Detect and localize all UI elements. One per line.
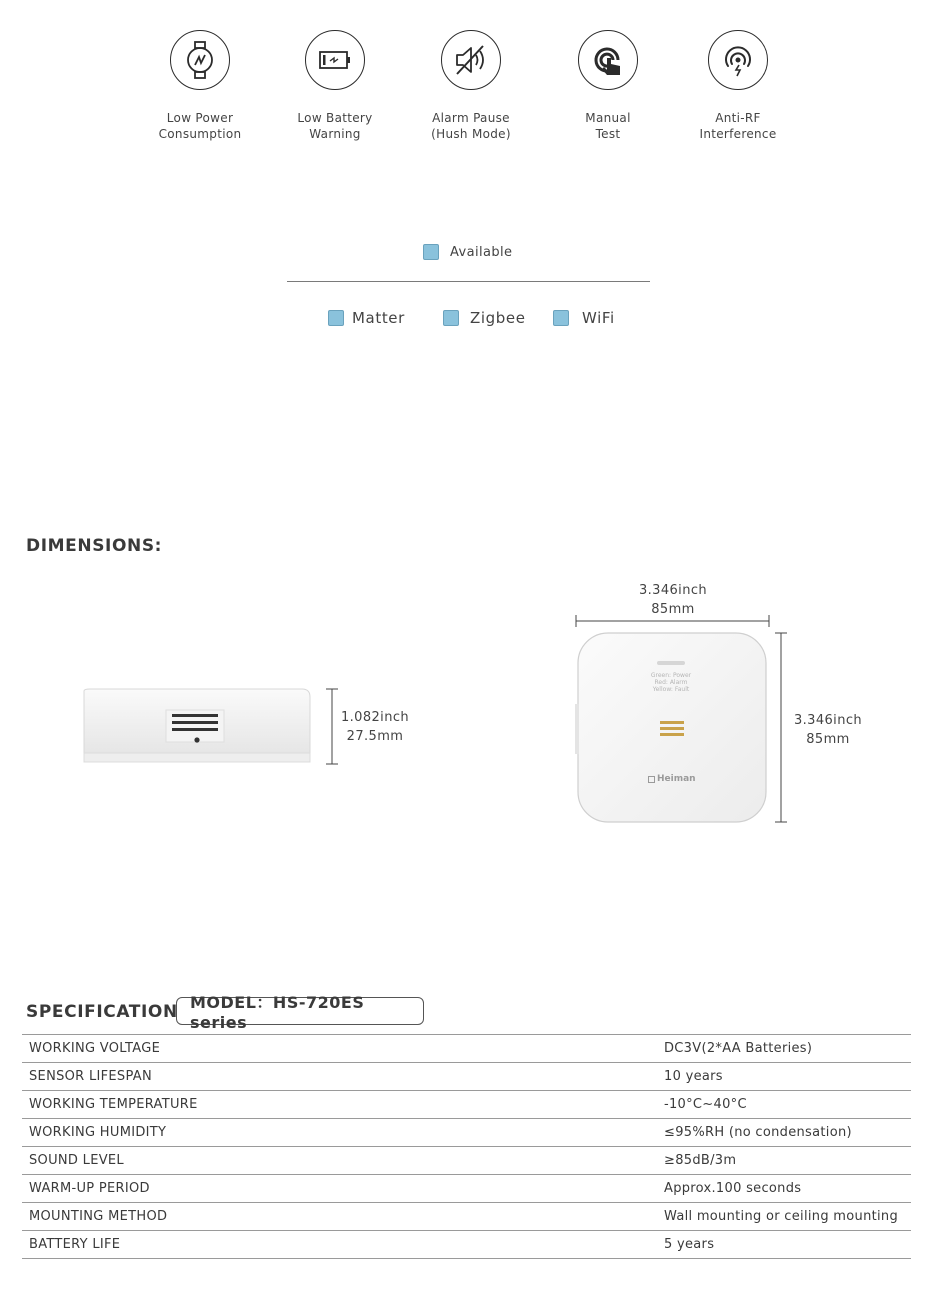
feature-hush-mode [411,30,531,142]
front-width-inch: 3.346inch [638,583,708,598]
brand-name: Heiman [657,774,696,784]
spec-value: ≤95%RH (no condensation) [664,1125,852,1140]
spec-table [22,1034,911,1259]
spec-key: SENSOR LIFESPAN [29,1069,152,1084]
spec-key: BATTERY LIFE [29,1237,121,1252]
spec-key: MOUNTING METHOD [29,1209,168,1224]
speaker-mute-icon [441,30,501,90]
protocol-label: WiFi [582,309,615,327]
table-row [22,1035,911,1063]
lightning-icon [170,30,230,90]
led-legend [626,672,716,693]
table-row [22,1203,911,1231]
available-label: Available [450,244,513,260]
protocol-swatch [553,310,569,326]
protocol-matter [328,309,405,327]
protocol-label: Matter [352,309,405,327]
feature-manual-test [548,30,668,142]
brand-logo [648,774,696,784]
table-row [22,1175,911,1203]
side-view-drawing [80,685,340,770]
front-height-label [789,711,867,749]
front-height-inch: 3.346inch [793,713,863,728]
spec-value: Wall mounting or ceiling mounting [664,1209,899,1224]
feature-anti-rf [678,30,798,142]
dimensions-title: DIMENSIONS: [26,536,163,556]
spec-value: 10 years [664,1069,723,1084]
side-height-label [338,708,412,746]
table-row [22,1119,911,1147]
protocol-zigbee [443,309,526,327]
availability-legend [423,244,512,260]
feature-label: Alarm Pause (Hush Mode) [431,111,511,141]
protocol-swatch [328,310,344,326]
press-button-icon [578,30,638,90]
side-height-inch: 1.082inch [340,710,410,725]
feature-low-battery [275,30,395,142]
protocol-label: Zigbee [470,309,526,327]
brand-mark-icon [648,776,655,783]
specification-title: SPECIFICATION [26,1002,178,1022]
led-legend-green: Green: Power [650,672,692,679]
feature-label: Manual Test [585,111,631,141]
available-swatch [423,244,439,260]
table-row [22,1231,911,1259]
front-height-mm: 85mm [806,732,850,747]
spec-key: WORKING VOLTAGE [29,1041,161,1056]
spec-value: Approx.100 seconds [664,1181,802,1196]
protocol-swatch [443,310,459,326]
side-height-mm: 27.5mm [346,729,404,744]
spec-value: ≥85dB/3m [664,1153,737,1168]
spec-key: SOUND LEVEL [29,1153,124,1168]
spec-key: WARM-UP PERIOD [29,1181,150,1196]
feature-label: Anti-RF Interference [699,111,777,141]
spec-value: -10°C~40°C [664,1097,747,1112]
spec-key: WORKING TEMPERATURE [29,1097,198,1112]
feature-label: Low Power Consumption [158,111,242,141]
low-battery-icon [305,30,365,90]
spec-value: DC3V(2*AA Batteries) [664,1041,813,1056]
spec-key: WORKING HUMIDITY [29,1125,167,1140]
spec-value: 5 years [664,1237,715,1252]
table-row [22,1063,911,1091]
table-row [22,1091,911,1119]
feature-low-power [140,30,260,142]
model-badge: MODEL：HS-720ES series [176,997,424,1025]
anti-rf-icon [708,30,768,90]
protocol-wifi [553,309,615,327]
front-width-mm: 85mm [651,602,695,617]
divider [287,281,650,282]
feature-label: Low Battery Warning [297,111,373,141]
led-legend-yellow: Yellow: Fault [652,686,690,693]
front-view-drawing [570,612,790,830]
led-legend-red: Red: Alarm [654,679,688,686]
table-row [22,1147,911,1175]
